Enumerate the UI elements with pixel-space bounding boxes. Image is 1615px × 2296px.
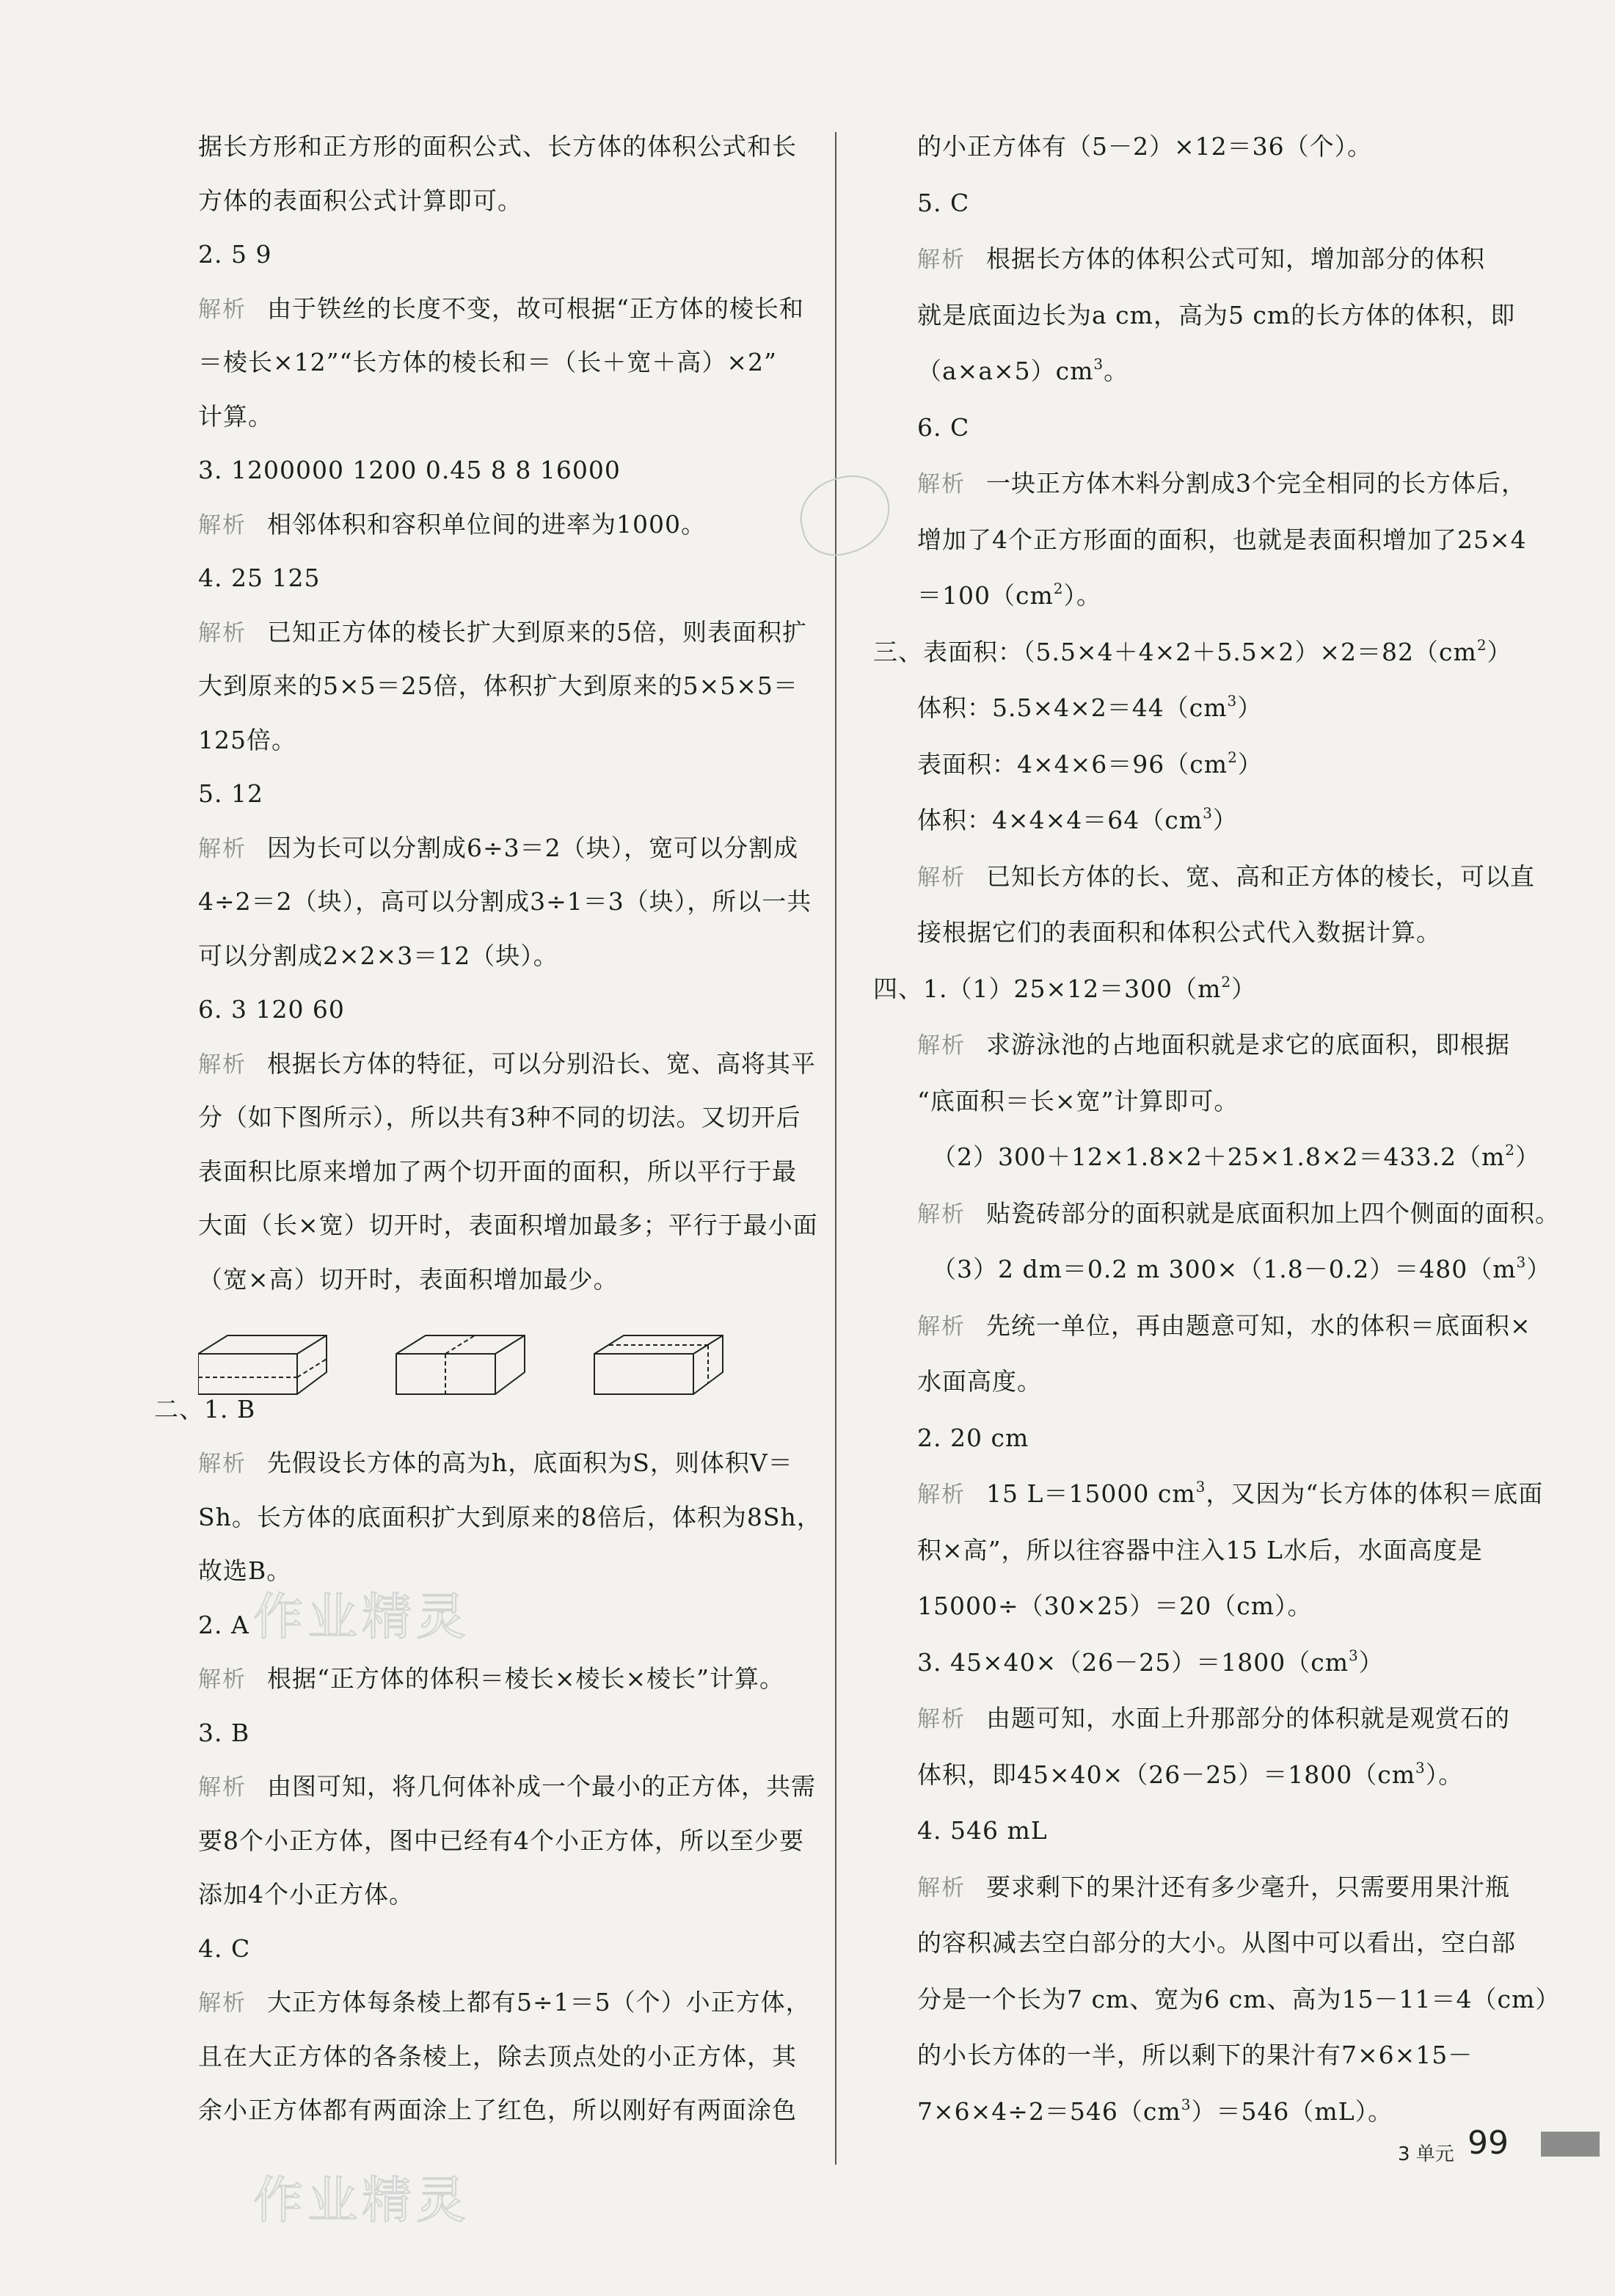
text-line [917, 1592, 1313, 1621]
line-text: 一块正方体木料分割成3个完全相同的长方体后， [986, 469, 1526, 498]
line-text: 2. A [198, 1610, 249, 1639]
line-text: 3. B [198, 1718, 250, 1747]
text-line [917, 693, 1262, 723]
line-text: 添加4个小正方体。 [198, 1880, 414, 1909]
text-line [917, 1704, 1510, 1734]
text-line [917, 1985, 1560, 2014]
text-line [917, 301, 1515, 330]
text-line [917, 862, 1535, 892]
line-text: 由图可知，将几何体补成一个最小的正方体，共需 [267, 1772, 816, 1801]
text-line [198, 1157, 797, 1187]
line-text: 2. 20 cm [917, 1423, 1029, 1452]
analysis-tag: 解析 [198, 511, 247, 539]
line-text: 贴瓷砖部分的面积就是底面积加上四个侧面的面积。 [986, 1198, 1560, 1228]
text-line [198, 1934, 250, 1964]
text-line [198, 1664, 784, 1694]
line-text: 大正方体每条棱上都有5÷1＝5（个）小正方体， [267, 1988, 811, 2016]
text-line [917, 1760, 1463, 1790]
analysis-tag: 解析 [198, 619, 247, 646]
line-text: 增加了4个正方形面的面积，也就是表面积增加了25×4 [917, 525, 1527, 554]
watermark: 作业精灵 [253, 1589, 471, 1647]
line-text: 故选B。 [198, 1556, 292, 1585]
text-line [917, 1030, 1510, 1060]
text-line [917, 1311, 1531, 1341]
analysis-tag: 解析 [917, 1482, 966, 1508]
line-text: 分是一个长为7 cm、宽为6 cm、高为15－11＝4（cm） [917, 1984, 1561, 2013]
column-divider [835, 132, 836, 2165]
text-line [917, 2097, 1393, 2126]
text-line [917, 413, 969, 442]
text-line [198, 887, 812, 916]
line-text: $=100(cm^2)$。 [917, 580, 1101, 610]
text-line [198, 1049, 816, 1079]
line-text: 5. 12 [198, 779, 263, 808]
text-line [198, 1211, 818, 1240]
analysis-tag: 解析 [198, 296, 247, 323]
line-text: 方体的表面积公式计算即可。 [198, 186, 522, 215]
text-line [198, 402, 273, 431]
line-text: 4÷2＝2（块），高可以分割成3÷1＝3（块），所以一共 [198, 887, 812, 916]
watermark: 作业精灵 [253, 2172, 471, 2230]
text-line [873, 974, 1256, 1004]
line-text: 的小正方体有（5－2）×12＝36（个）。 [917, 132, 1373, 161]
text-line [917, 1087, 1239, 1116]
text-line [917, 581, 1101, 611]
line-text: 要求剩下的果汁还有多少毫升，只需要用果汁瓶 [986, 1872, 1510, 1901]
line-text: “底面积＝长×宽”计算即可。 [917, 1086, 1239, 1115]
text-line [917, 357, 1129, 386]
text-line [198, 1103, 801, 1132]
line-text: 根据“正方体的体积＝棱长×棱长×棱长”计算。 [267, 1664, 785, 1693]
line-text: 3. 1200000 1200 0.45 8 8 16000 [198, 456, 621, 484]
line-text: 4. 25 125 [198, 564, 321, 592]
line-text: 2. 5 9 [198, 240, 272, 269]
unit-label: 3 单元 [1398, 2143, 1454, 2165]
text-line [198, 456, 621, 485]
text-line [198, 510, 706, 540]
line-text: 相邻体积和容积单位间的进率为1000。 [267, 509, 706, 539]
text-line [932, 1255, 1551, 1284]
line-text: 余小正方体都有两面涂上了红色，所以刚好有两面涂色 [198, 2096, 797, 2124]
line-text: 三、表面积：$(5.5\times 4+4\times 2+5.5\times 2)\times 2=82(cm^2)$ [873, 635, 1512, 666]
text-line [917, 525, 1527, 555]
text-line [917, 1199, 1560, 1229]
line-text: 水面高度。 [917, 1367, 1042, 1396]
line-text: 要8个小正方体，图中已经有4个小正方体，所以至少要 [198, 1826, 804, 1855]
line-text: 就是底面边长为a cm，高为5 cm的长方体的体积，即 [917, 300, 1516, 329]
line-text: 计算。 [198, 401, 273, 431]
text-line [917, 806, 1238, 835]
line-text: 求游泳池的占地面积就是求它的底面积，即根据 [986, 1030, 1510, 1059]
analysis-tag: 解析 [917, 1874, 966, 1901]
line-text: 积×高”，所以往容器中注入15 L水后，水面高度是 [917, 1535, 1483, 1564]
line-text: 表面积比原来增加了两个切开面的面积，所以平行于最 [198, 1156, 797, 1186]
text-line [198, 1448, 793, 1479]
line-text: 由题可知，水面上升那部分的体积就是观赏石的 [986, 1704, 1510, 1732]
line-text: 大面（长×宽）切开时，表面积增加最多；平行于最小面 [198, 1211, 818, 1239]
text-line [917, 469, 1526, 499]
text-line [917, 1648, 1384, 1677]
line-text: 4. 546 mL [917, 1816, 1048, 1845]
cuboid-cut-diagrams [198, 1332, 726, 1405]
line-text: 可以分割成2×2×3＝12（块）。 [198, 941, 558, 970]
line-text: $(a\times a\times 5)cm^3$。 [917, 355, 1129, 385]
line-text: 分（如下图所示），所以共有3种不同的切法。又切开后 [198, 1103, 801, 1131]
analysis-tag: 解析 [198, 1451, 247, 1477]
cuboid-cut-vertical [396, 1335, 525, 1394]
line-text: 5. C [917, 188, 970, 217]
analysis-tag: 解析 [917, 1200, 966, 1228]
analysis-tag: 解析 [198, 1774, 247, 1801]
text-line [198, 618, 807, 648]
text-line [198, 1265, 619, 1294]
text-line [917, 1816, 1048, 1845]
text-line [198, 1880, 414, 1909]
text-line [198, 1826, 804, 1856]
line-text: 四、$1.(1)25\times 12=300(m^2)$ [873, 972, 1257, 1003]
line-text: 体积：$5.5\times 4\times 2=44(cm^3)$ [917, 692, 1263, 722]
line-text: $7\times 6\times 4\div 2=546(cm^3)=546(mL)$。 [917, 2095, 1393, 2126]
line-text: 大到原来的5×5＝25倍，体积扩大到原来的5×5×5＝ [198, 671, 798, 700]
text-line [198, 240, 271, 269]
footer-bar [1541, 2132, 1600, 2157]
analysis-tag: 解析 [198, 1051, 247, 1078]
line-text: 且在大正方体的各条棱上，除去顶点处的小正方体，其 [198, 2041, 797, 2071]
line-text: $(2)300+12\times 1.8\times 2+25\times 1.8\times 2=433.2(m^2)$ [932, 1141, 1541, 1171]
line-text: 表面积：$4\times 4\times 6=96(cm^2)$ [917, 748, 1263, 779]
line-text: ＝棱长×12”“长方体的棱长和＝（长＋宽＋高）×2” [198, 348, 777, 376]
text-line [198, 1503, 822, 1532]
line-text: 先统一单位，再由题意可知，水的体积＝底面积× [986, 1311, 1531, 1340]
analysis-tag: 解析 [198, 1666, 247, 1693]
line-text: 由于铁丝的长度不变，故可根据“正方体的棱长和 [267, 294, 804, 323]
line-text: 据长方形和正方形的面积公式、长方体的体积公式和长 [198, 132, 797, 161]
analysis-tag: 解析 [917, 247, 966, 273]
text-line [932, 1142, 1540, 1172]
text-line [198, 834, 798, 864]
line-text: 接根据它们的表面积和体积公式代入数据计算。 [917, 918, 1441, 947]
text-line [917, 1367, 1042, 1396]
line-text: 的小长方体的一半，所以剩下的果汁有7×6×15－ [917, 2041, 1473, 2069]
line-text: 根据长方体的特征，可以分别沿长、宽、高将其平 [267, 1049, 816, 1078]
page-number: 99 [1468, 2124, 1509, 2162]
line-text: 因为长可以分割成6÷3＝2（块），宽可以分割成 [267, 833, 799, 862]
text-line [198, 995, 345, 1024]
line-text: 体积，即$45\times 40\times(26-25)=1800(cm^3)$。 [917, 1758, 1464, 1789]
stamp-mark [792, 467, 900, 564]
text-line [198, 1611, 249, 1640]
line-text: 的容积减去空白部分的大小。从图中可以看出，空白部 [917, 1928, 1516, 1957]
line-text: 15 L＝15000 $cm^3$，又因为“长方体的体积＝底面 [986, 1478, 1544, 1508]
text-line [917, 1479, 1543, 1509]
line-text: Sh。长方体的底面积扩大到原来的8倍后，体积为8Sh， [198, 1502, 822, 1531]
text-line [198, 294, 804, 324]
text-line [198, 1719, 249, 1748]
text-line [917, 189, 969, 218]
text-line [198, 941, 558, 971]
line-text: 6. 3 120 60 [198, 995, 345, 1024]
text-line [198, 2096, 797, 2125]
text-line [873, 635, 1512, 667]
text-line [917, 750, 1263, 779]
line-text: 已知正方体的棱长扩大到原来的5倍，则表面积扩 [267, 617, 807, 646]
text-line [198, 779, 263, 809]
cuboid-cut-horizontal [198, 1335, 327, 1394]
analysis-tag: 解析 [917, 864, 966, 891]
text-line [198, 564, 320, 593]
text-line [198, 186, 522, 216]
analysis-tag: 解析 [198, 1990, 247, 2016]
text-line [198, 132, 797, 161]
text-line [917, 1536, 1483, 1565]
analysis-tag: 解析 [917, 471, 966, 498]
line-text: 根据长方体的体积公式可知，增加部分的体积 [986, 244, 1485, 273]
text-line [198, 348, 777, 377]
analysis-tag: 解析 [198, 835, 247, 862]
text-line [917, 132, 1372, 161]
analysis-tag: 解析 [917, 1313, 966, 1340]
analysis-tag: 解析 [917, 1706, 966, 1732]
line-text: 体积：$4\times 4\times 4=64(cm^3)$ [917, 804, 1238, 834]
analysis-tag: 解析 [917, 1032, 966, 1059]
text-line [917, 1873, 1510, 1903]
line-text: （3）2 dm＝0.2 m $300\times(1.8-0.2)=480(m^3)$ [932, 1253, 1552, 1283]
line-text: 4. C [198, 1934, 251, 1963]
line-text: 15000÷（30×25）＝20（cm）。 [917, 1592, 1313, 1620]
text-line [917, 1424, 1029, 1453]
text-line [198, 671, 798, 701]
line-text: 已知长方体的长、宽、高和正方体的棱长，可以直 [986, 861, 1535, 891]
text-line [917, 918, 1441, 947]
cuboid-cut-depth [594, 1335, 723, 1394]
text-line [917, 2041, 1473, 2070]
text-line [917, 1928, 1516, 1958]
line-text: 6. C [917, 412, 970, 442]
text-line [198, 726, 296, 755]
text-line [198, 1988, 811, 2018]
text-line [198, 2042, 797, 2071]
line-text: 先假设长方体的高为h，底面积为S，则体积V＝ [267, 1448, 793, 1477]
line-text: 125倍。 [198, 725, 296, 754]
text-line [198, 1772, 816, 1802]
line-text: 二、1. B [154, 1394, 256, 1424]
text-line [917, 244, 1485, 274]
line-text: 3. $45\times 40\times(26-25)=1800(cm^3)$ [917, 1646, 1384, 1677]
line-text: （宽×高）切开时，表面积增加最少。 [198, 1264, 619, 1294]
